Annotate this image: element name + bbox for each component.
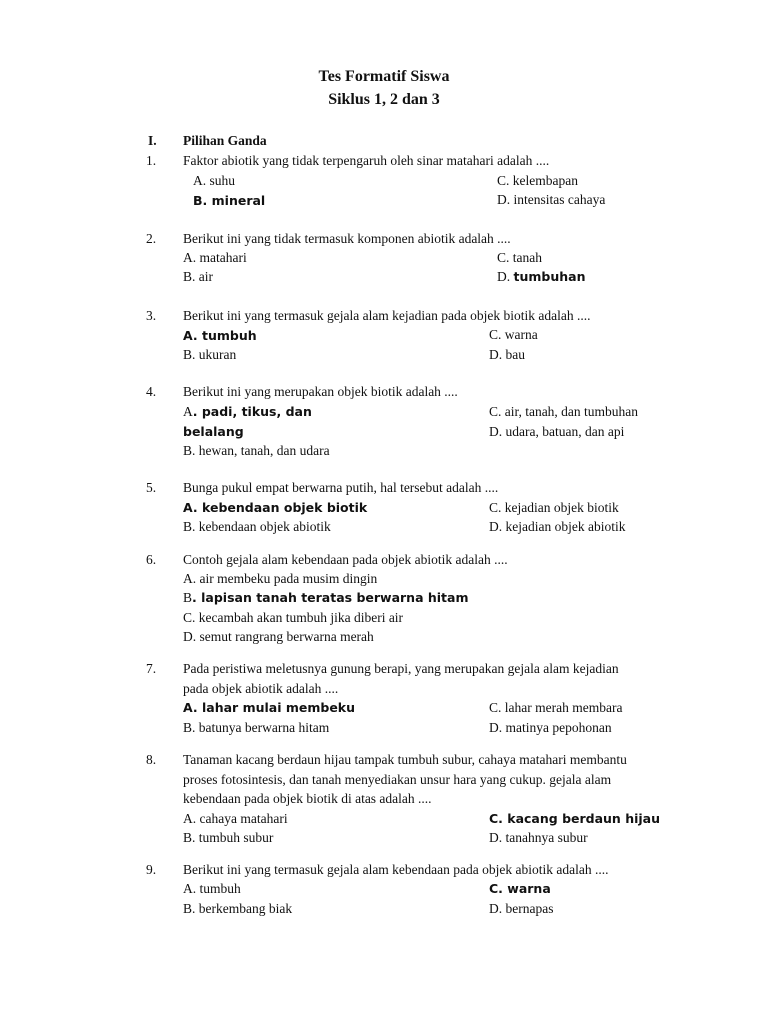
option-d: D. bau: [489, 347, 525, 362]
option-b-answer: [183, 589, 469, 607]
option-a: A. suhu: [193, 173, 236, 188]
option-d: D. matinya pepohonan: [489, 720, 612, 735]
option-b: B. batunya berwarna hitam: [183, 720, 330, 735]
option-b-answer: B. mineral: [193, 193, 266, 208]
option-b-prefix: B: [183, 590, 193, 605]
question-number: 5.: [146, 480, 157, 495]
option-d: D. semut rangrang berwarna merah: [183, 629, 374, 644]
option-d: D. intensitas cahaya: [497, 192, 606, 207]
question-text: Berikut ini yang tidak termasuk komponen abiotik adalah ....: [183, 231, 511, 246]
question-text: Pada peristiwa meletusnya gunung berapi, yang merupakan gejala alam kejadian: [183, 661, 619, 676]
option-c: C. lahar merah membara: [489, 700, 623, 715]
option-b: B. hewan, tanah, dan udara: [183, 443, 330, 458]
question-text: Berikut ini yang merupakan objek biotik adalah ....: [183, 384, 458, 399]
option-c-answer: C. warna: [489, 881, 551, 896]
question-number: 3.: [146, 308, 157, 323]
question-text: Contoh gejala alam kebendaan pada objek abiotik adalah ....: [183, 552, 508, 567]
option-c: C. kelembapan: [497, 173, 578, 188]
document-subtitle: Siklus 1, 2 dan 3: [328, 91, 440, 108]
option-d: D. tanahnya subur: [489, 830, 588, 845]
question-text: proses fotosintesis, dan tanah menyediakan unsur hara yang cukup. gejala alam: [183, 772, 612, 787]
option-b: B. ukuran: [183, 347, 237, 362]
option-a: A. cahaya matahari: [183, 811, 288, 826]
option-d-prefix: D.: [497, 269, 511, 284]
option-a-answer: A. kebendaan objek biotik: [183, 500, 368, 515]
question-number: 9.: [146, 862, 157, 877]
option-a-answer: A. lahar mulai membeku: [183, 700, 356, 715]
option-c-answer: C. kacang berdaun hijau: [489, 811, 660, 826]
question-text: Berikut ini yang termasuk gejala alam kejadian pada objek biotik adalah ....: [183, 308, 591, 323]
document-title: Tes Formatif Siswa: [318, 68, 450, 85]
option-d: D. udara, batuan, dan api: [489, 424, 625, 439]
option-d: D. bernapas: [489, 901, 554, 916]
option-c: C. tanah: [497, 250, 542, 265]
option-c: C. air, tanah, dan tumbuhan: [489, 404, 639, 419]
option-a-text: . padi, tikus, dan: [192, 404, 312, 419]
option-a-prefix: A: [183, 404, 193, 419]
question-number: 4.: [146, 384, 157, 399]
option-c: C. kejadian objek biotik: [489, 500, 619, 515]
option-b-text: . lapisan tanah teratas berwarna hitam: [192, 590, 469, 605]
section-title: Pilihan Ganda: [183, 133, 267, 148]
option-b: B. kebendaan objek abiotik: [183, 519, 331, 534]
option-d-text: tumbuhan: [513, 269, 586, 284]
option-d: D. kejadian objek abiotik: [489, 519, 626, 534]
option-a: A. tumbuh: [183, 881, 241, 896]
question-number: 7.: [146, 661, 157, 676]
question-text: pada objek abiotik adalah ....: [183, 681, 339, 696]
question-text: kebendaan pada objek biotik di atas adalah ....: [183, 791, 432, 806]
question-number: 6.: [146, 552, 157, 567]
option-b: B. berkembang biak: [183, 901, 293, 916]
question-number: 2.: [146, 231, 157, 246]
section-number: I.: [148, 133, 157, 148]
question-number: 8.: [146, 752, 157, 767]
question-text: Berikut ini yang termasuk gejala alam kebendaan pada objek abiotik adalah ....: [183, 862, 609, 877]
question-number: 1.: [146, 153, 157, 168]
question-text: Tanaman kacang berdaun hijau tampak tumbuh subur, cahaya matahari membantu: [183, 752, 627, 767]
option-a: A. air membeku pada musim dingin: [183, 571, 378, 586]
option-a: A. matahari: [183, 250, 247, 265]
option-b: B. air: [183, 269, 213, 284]
option-a-answer: [183, 403, 312, 421]
option-d-answer: [497, 268, 585, 286]
option-c: C. kecambah akan tumbuh jika diberi air: [183, 610, 404, 625]
option-b: B. tumbuh subur: [183, 830, 274, 845]
option-c: C. warna: [489, 327, 538, 342]
option-a-continuation: belalang: [183, 424, 244, 439]
option-a-answer: A. tumbuh: [183, 328, 257, 343]
question-text: Bunga pukul empat berwarna putih, hal tersebut adalah ....: [183, 480, 499, 495]
question-text: Faktor abiotik yang tidak terpengaruh oleh sinar matahari adalah ....: [183, 153, 550, 168]
